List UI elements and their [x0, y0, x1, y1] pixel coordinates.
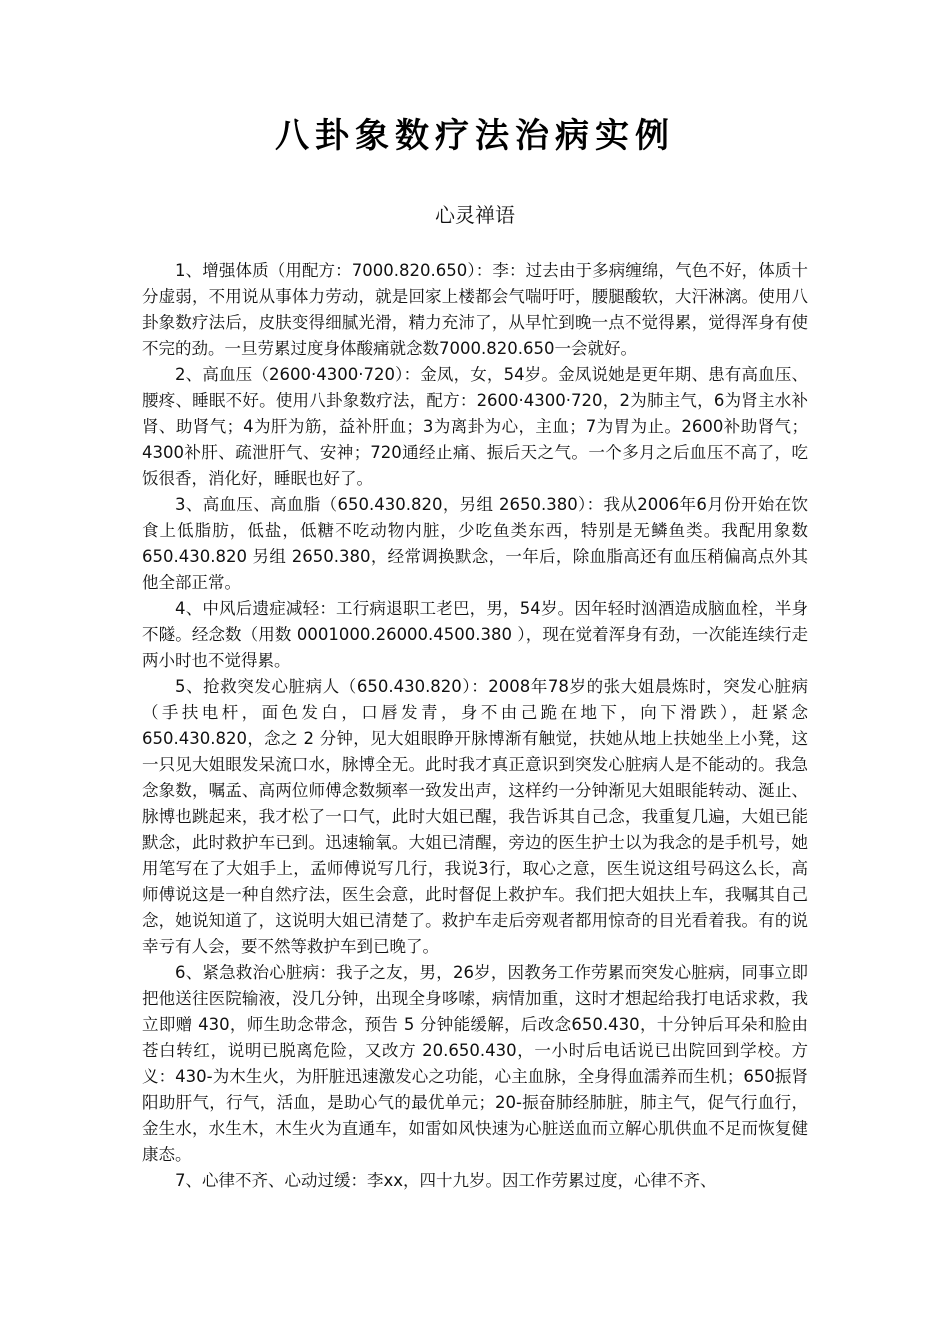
paragraph-7: 7、心律不齐、心动过缓：李xx，四十九岁。因工作劳累过度，心律不齐、	[175, 1171, 717, 1190]
paragraph-4: 4、中风后遗症减轻：工行病退职工老巴，男，54岁。因年轻时汹酒造成脑血栓，半身不隧。经念数（用数 0001000.26000.4500.380 ），现在觉着浑身有劲，一次能连续行走两小时也不觉得累。	[142, 599, 808, 670]
document-body	[142, 258, 808, 1194]
paragraph-5: 5、抢救突发心脏病人（650.430.820）：2008年78岁的张大姐晨炼时，突发心脏病（手扶电杆，面色发白，口唇发青，身不由己跪在地下，向下滑跌），赶紧念 650.430.820，念之 2 分钟，见大姐眼睁开脉博渐有触觉，扶她从地上扶她坐上小凳，这一只见大姐眼发呆流口水，脉博全无。此时我才真正意识到突发心脏病人是不能动的。我急念象数，嘱孟、高两位师傅念数频率一致发出声，这样约一分钟渐见大姐眼能转动、涎止、脉博也跳起来，我才松了一口气，此时大姐已醒，我告诉其自己念，我重复几遍，大姐已能默念，此时救护车已到。迅速输氧。大姐已清醒，旁边的医生护士以为我念的是手机号，她用笔写在了大姐手上，孟师傅说写几行，我说3行，取心之意，医生说这组号码这么长，高师傅说这是一种自然疗法，医生会意，此时督促上救护车。我们把大姐扶上车，我嘱其自己念，她说知道了，这说明大姐已清楚了。救护车走后旁观者都用惊奇的目光看着我。有的说幸亏有人会，要不然等救护车到已晚了。	[142, 677, 808, 956]
paragraph-2: 2、高血压（2600·4300·720）：金凤，女，54岁。金凤说她是更年期、患有高血压、腰疼、睡眠不好。使用八卦象数疗法，配方：2600·4300·720，2为肺主气，6为肾主水补肾、助肾气；4为肝为筋，益补肝血；3为离卦为心，主血；7为胃为止。2600补助肾气；4300补肝、疏泄肝气、安神；720通经止痛、振后天之气。一个多月之后血压不高了，吃饭很香，消化好，睡眠也好了。	[142, 365, 808, 488]
paragraph-1: 1、增强体质（用配方：7000.820.650）：李：过去由于多病缠绵，气色不好，体质十分虚弱，不用说从事体力劳动，就是回家上楼都会气喘吁吁，腰腿酸软，大汗淋漓。使用八卦象数疗法后，皮肤变得细腻光滑，精力充沛了，从早忙到晚一点不觉得累，觉得浑身有使不完的劲。一旦劳累过度身体酸痛就念数7000.820.650一会就好。	[142, 261, 808, 358]
paragraph-3: 3、高血压、高血脂（650.430.820，另组 2650.380）：我从2006年6月份开始在饮食上低脂肪，低盐，低糖不吃动物内脏，少吃鱼类东西，特别是无鳞鱼类。我配用象数 650.430.820 另组 2650.380，经常调换默念，一年后，除血脂高还有血压稍偏高点外其他全部正常。	[142, 495, 808, 592]
document-title: 八卦象数疗法治病实例	[275, 116, 675, 156]
document-author: 心灵禅语	[435, 203, 515, 227]
paragraph-6: 6、紧急救治心脏病：我子之友，男，26岁，因教务工作劳累而突发心脏病，同事立即把他送往医院输液，没几分钟，出现全身哆嗦，病情加重，这时才想起给我打电话求救，我立即赠 430，师生助念带念，预告 5 分钟能缓解，后改念650.430，十分钟后耳朵和脸由苍白转红，说明已脱离危险，又改方 20.650.430，一小时后电话说已出院回到学校。方义：430-为木生火，为肝脏迅速激发心之功能，心主血脉，全身得血濡养而生机；650振肾阳助肝气，行气，活血，是助心气的最优单元；20-振奋肺经肺脏，肺主气，促气行血行，金生水，水生木，木生火为直通车，如雷如风快速为心脏送血而立解心肌供血不足而恢复健康态。	[142, 963, 808, 1164]
